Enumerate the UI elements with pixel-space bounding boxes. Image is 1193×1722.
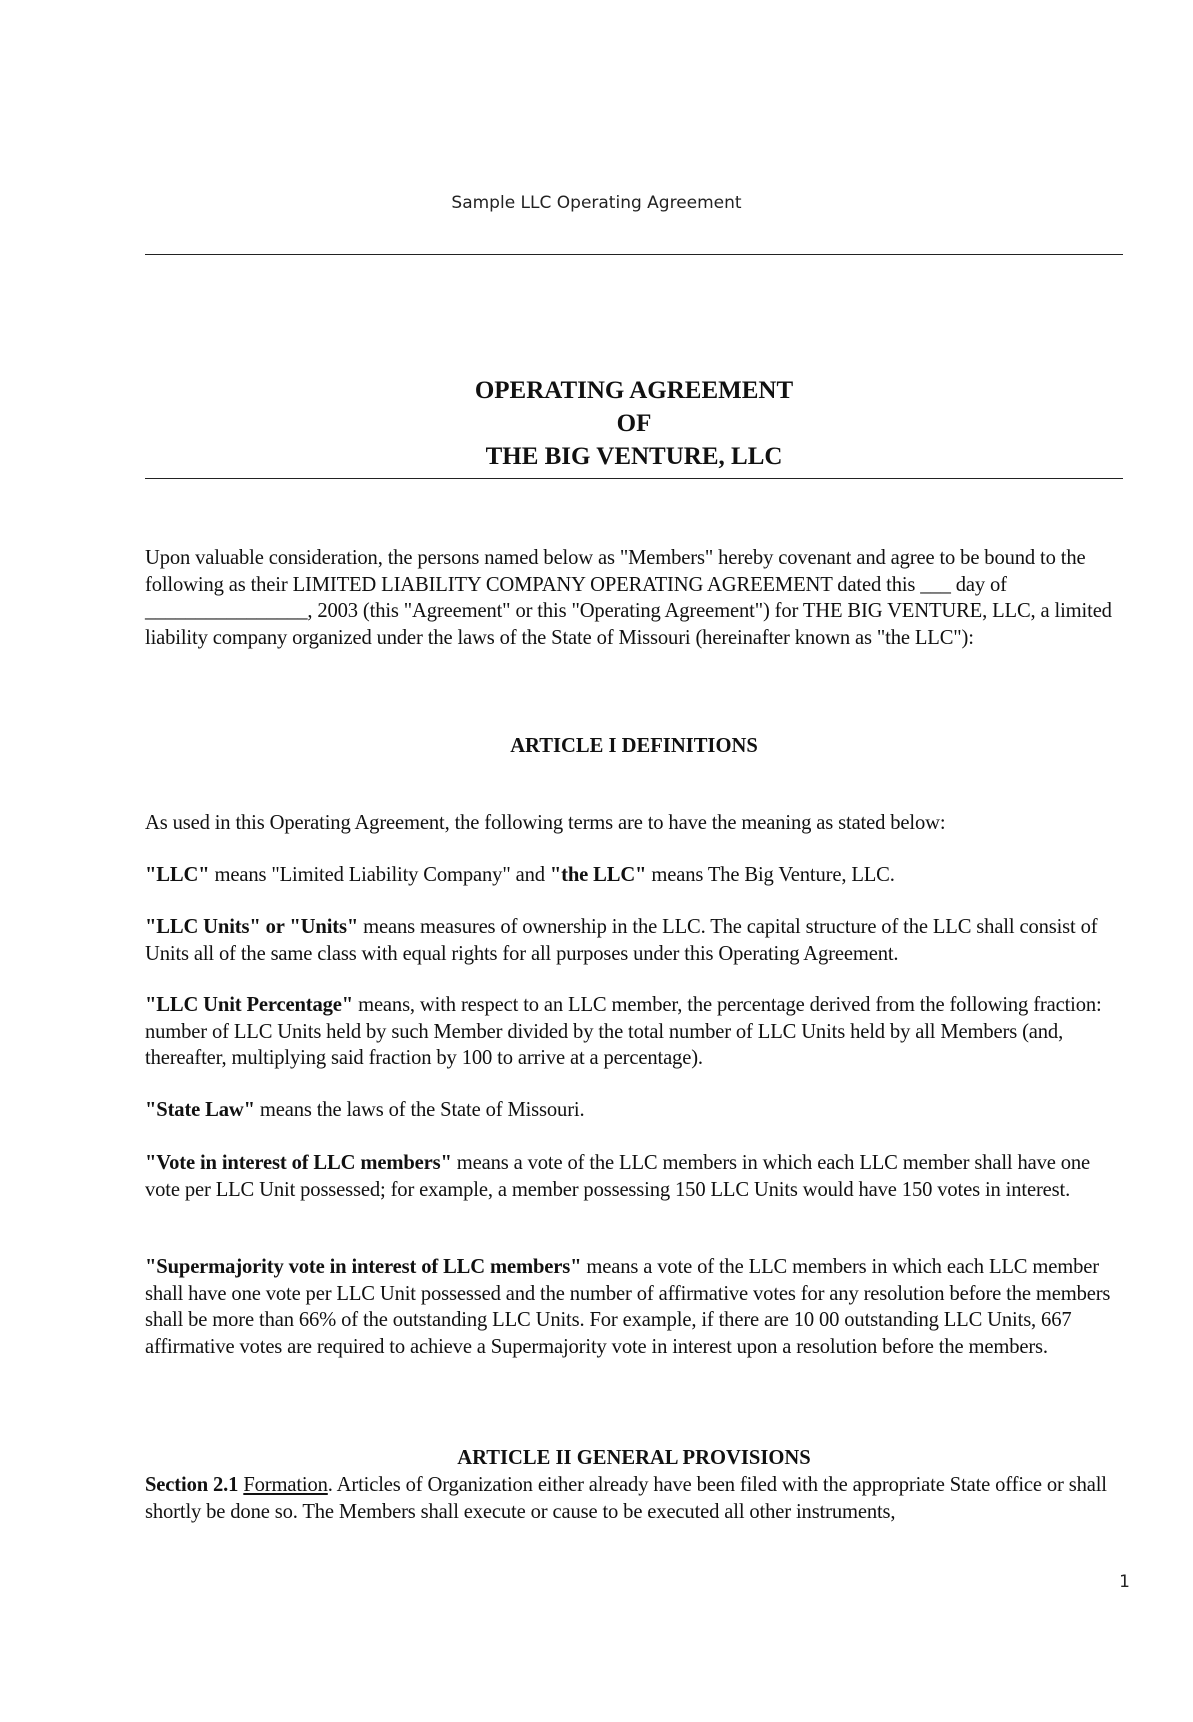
title-line-1: OPERATING AGREEMENT — [474, 377, 794, 404]
header-rule — [145, 254, 1123, 255]
definition-llc — [145, 862, 1120, 889]
article-1-heading: ARTICLE I DEFINITIONS — [510, 735, 758, 757]
definition-text: means a vote of the LLC members in which each LLC member shall have one vote per LLC Unit possessed; for example, a member possessing 150 LLC Units would have 150 votes in interest. — [145, 1152, 1091, 1201]
definition-term: "Supermajority vote in interest of LLC members" — [145, 1256, 582, 1278]
intro-paragraph: Upon valuable consideration, the persons named below as "Members" hereby covenant and agree to be bound to the following as their LIMITED LIABILITY COMPANY OPERATING AGREEMENT dated this ___ day of ________________, 2003 (this "Agreement" or this "Operating Agreement") for THE BIG VENTURE, LLC, a limited liability company organized under the laws of the State of Missouri (hereinafter known as "the LLC"): — [145, 547, 1112, 649]
definition-term: "State Law" — [145, 1099, 255, 1121]
definition-text: means the laws of the State of Missouri. — [254, 1099, 585, 1121]
document-title — [145, 374, 1123, 473]
title-line-2: OF — [616, 410, 652, 437]
article-2-heading: ARTICLE II GENERAL PROVISIONS — [457, 1447, 811, 1469]
definition-llc-units — [145, 914, 1120, 967]
definition-text: means "Limited Liability Company" and — [209, 864, 550, 886]
section-text: . Articles of Organization either already have been filed with the appropriate State office or shall shortly be done so. The Members shall execute or cause to be executed all other instruments, — [145, 1474, 1107, 1523]
section-label: Section 2.1 — [145, 1474, 239, 1496]
page-number: 1 — [1119, 1572, 1130, 1592]
definition-text: means, with respect to an LLC member, the percentage derived from the following fraction: number of LLC Units held by such Member divided by the total number of LLC Units held by all Members (and, thereafter, multiplying said fraction by 100 to arrive at a percentage). — [145, 994, 1102, 1069]
definition-term: "Vote in interest of LLC members" — [145, 1152, 452, 1174]
title-line-3: THE BIG VENTURE, LLC — [485, 443, 783, 470]
definitions-lead: As used in this Operating Agreement, the following terms are to have the meaning as stated below: — [145, 812, 946, 834]
definition-vote-in-interest — [145, 1150, 1120, 1203]
definition-term: "LLC" — [145, 864, 210, 886]
definition-supermajority-vote — [145, 1254, 1120, 1360]
definition-term: "LLC Units" or "Units" — [145, 916, 359, 938]
definition-text: means a vote of the LLC members in which each LLC member shall have one vote per LLC Unit possessed and the number of affirmative votes for any resolution before the members shall be more than 66% of the outstanding LLC Units. For example, if there are 10 00 outstanding LLC Units, 667 affirmative votes are required to achieve a Supermajority vote in interest upon a resolution before the members. — [145, 1256, 1111, 1358]
running-header: Sample LLC Operating Agreement — [451, 193, 742, 213]
definition-term: "the LLC" — [549, 864, 647, 886]
definition-text: means The Big Venture, LLC. — [646, 864, 895, 886]
definition-text: means measures of ownership in the LLC. The capital structure of the LLC shall consist of Units all of the same class with equal rights for all purposes under this Operating Agreement. — [145, 916, 1098, 965]
section-2-1-paragraph — [145, 1472, 1120, 1525]
title-rule — [145, 478, 1123, 479]
section-title: Formation — [243, 1474, 328, 1496]
definition-llc-unit-percentage — [145, 992, 1120, 1072]
definition-term: "LLC Unit Percentage" — [145, 994, 354, 1016]
definition-state-law — [145, 1097, 1120, 1124]
